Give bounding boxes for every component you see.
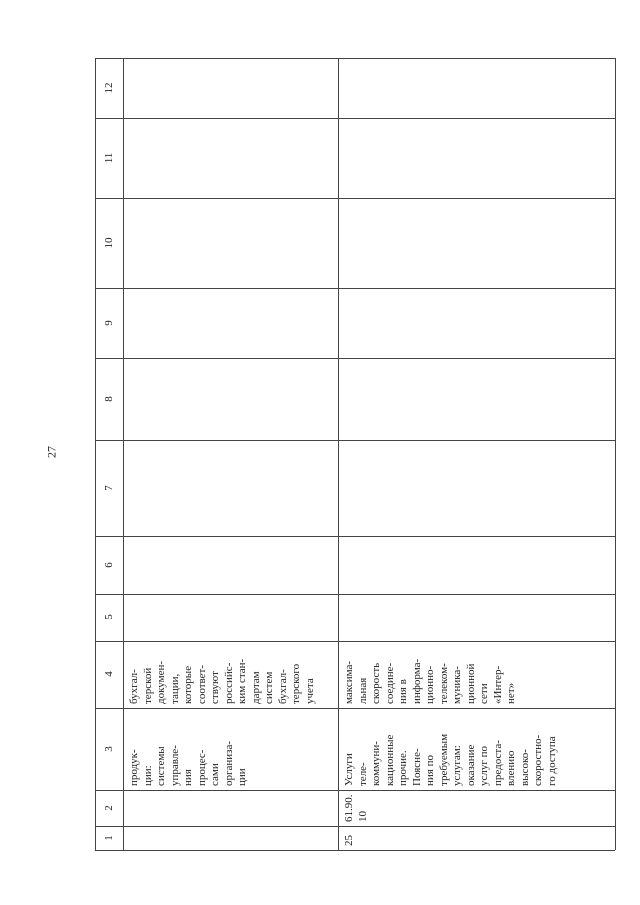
row2-col4-text: максима- льная скорость соедине- ния в информа- ционно- телеком- муника- ционной сети «Интер- нет» bbox=[343, 658, 517, 704]
column-number: 4 bbox=[103, 671, 115, 677]
rotated-table bbox=[95, 58, 615, 850]
row2-col2-text: 61.90. 10 bbox=[343, 794, 369, 822]
column-number: 12 bbox=[103, 82, 115, 94]
col-boundary bbox=[95, 790, 615, 791]
col-boundary bbox=[95, 288, 615, 289]
column-number: 7 bbox=[103, 485, 115, 491]
col-boundary bbox=[95, 594, 615, 595]
col-boundary bbox=[95, 440, 615, 441]
table-border-right bbox=[615, 58, 616, 850]
column-number: 5 bbox=[103, 614, 115, 620]
col-boundary bbox=[95, 826, 615, 827]
table-border-top bbox=[95, 58, 615, 59]
row1-col3-text: продук- ции: системы управле- ния процес- сами организа- ции bbox=[128, 740, 248, 786]
table-border-left bbox=[95, 58, 96, 850]
col-boundary bbox=[95, 118, 615, 119]
col-boundary bbox=[95, 641, 615, 642]
column-number: 3 bbox=[103, 746, 115, 752]
col-boundary bbox=[95, 708, 615, 709]
table-border-bottom bbox=[95, 850, 615, 851]
column-number: 6 bbox=[103, 562, 115, 568]
row1-col4-text: бухгал- терской докумен- тации, которые соответ- ствуют российс- ким стан- дартам систем бухгал- терского учета bbox=[128, 658, 316, 704]
col-boundary bbox=[95, 198, 615, 199]
column-number: 2 bbox=[103, 805, 115, 811]
column-number: 10 bbox=[103, 237, 115, 249]
col-boundary bbox=[95, 358, 615, 359]
row2-col1-text: 25 bbox=[343, 835, 355, 846]
header-row-boundary bbox=[123, 58, 124, 850]
row-boundary bbox=[338, 58, 339, 850]
column-number: 9 bbox=[103, 320, 115, 326]
column-number: 11 bbox=[103, 152, 115, 164]
col-boundary bbox=[95, 536, 615, 537]
page-number: 27 bbox=[44, 446, 59, 458]
column-number: 1 bbox=[103, 835, 115, 841]
column-number: 8 bbox=[103, 396, 115, 402]
row2-col3-text: Услуги теле- коммуни- кационные прочие. Поясне- ния по требуемым услугам: оказание услуг по предоста- влению высоко- скоростно- го доступа bbox=[343, 733, 558, 786]
